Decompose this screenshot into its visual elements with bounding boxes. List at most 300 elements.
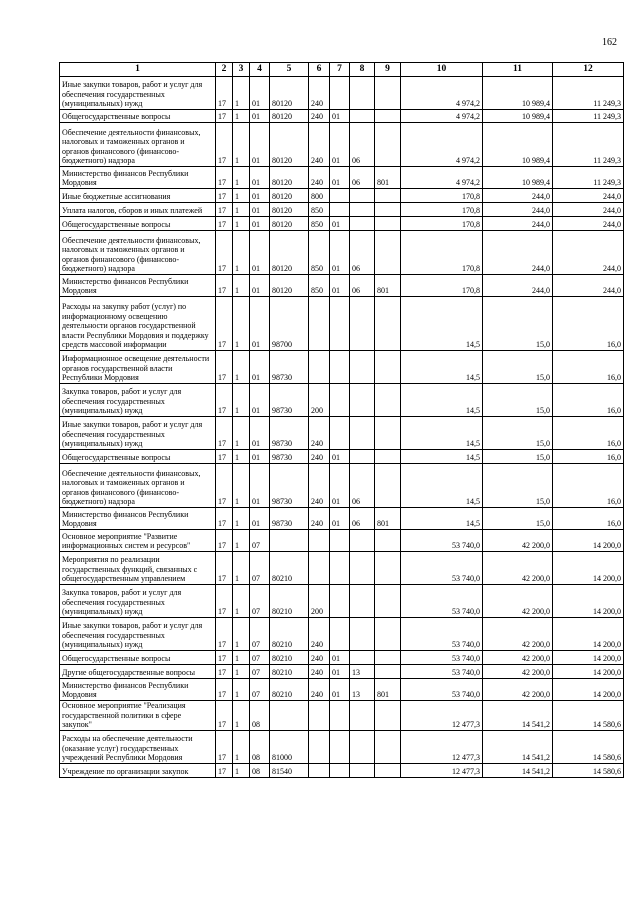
row-code-section: 01 [330,651,350,665]
row-amount-year1: 4 974,2 [401,167,483,189]
row-code-program: 1 [233,189,250,203]
table-row [60,585,624,618]
row-code-program: 1 [233,77,250,110]
row-name: Обеспечение деятельности финансовых, налоговых и таможенных органов и органов финансового (финансово-бюджетного) надзора [60,464,216,508]
table-row [60,384,624,417]
row-code-subsection [350,552,375,585]
row-code-subprogram: 01 [250,508,270,530]
row-amount-year2: 42 200,0 [483,651,553,665]
row-code-section [330,297,350,351]
row-amount-year1: 12 477,3 [401,763,483,777]
row-amount-year1: 170,8 [401,203,483,217]
row-amount-year2: 42 200,0 [483,618,553,651]
row-amount-year3: 14 580,6 [553,763,624,777]
row-code-program: 1 [233,297,250,351]
table-row [60,618,624,651]
row-amount-year2: 244,0 [483,203,553,217]
row-code-grbs: 17 [216,351,233,384]
row-amount-year2: 15,0 [483,351,553,384]
row-name: Уплата налогов, сборов и иных платежей [60,203,216,217]
row-amount-year3: 14 580,6 [553,701,624,731]
row-amount-year2: 42 200,0 [483,585,553,618]
row-code-subprogram: 01 [250,417,270,450]
table-row [60,665,624,679]
row-code-subprogram: 01 [250,384,270,417]
row-code-subsection [350,297,375,351]
row-code-section [330,618,350,651]
row-code-subprogram: 01 [250,203,270,217]
row-code-department [375,231,401,275]
column-header: 2 [216,63,233,77]
table-row [60,231,624,275]
row-code-department [375,123,401,167]
row-name: Общегосударственные вопросы [60,651,216,665]
row-amount-year1: 53 740,0 [401,530,483,552]
row-code-target: 80120 [270,167,309,189]
row-code-subsection [350,730,375,763]
row-amount-year3: 16,0 [553,384,624,417]
row-code-section: 01 [330,450,350,464]
row-code-subprogram: 01 [250,123,270,167]
row-name: Общегосударственные вопросы [60,217,216,231]
row-code-subsection: 13 [350,679,375,701]
row-code-grbs: 17 [216,552,233,585]
row-amount-year1: 12 477,3 [401,730,483,763]
row-amount-year2: 244,0 [483,189,553,203]
row-code-section: 01 [330,679,350,701]
row-code-expense-type: 200 [309,384,330,417]
row-code-grbs: 17 [216,217,233,231]
row-code-target: 80120 [270,217,309,231]
row-amount-year1: 4 974,2 [401,77,483,110]
row-code-subprogram: 01 [250,77,270,110]
row-code-section [330,763,350,777]
row-code-expense-type: 240 [309,417,330,450]
row-code-subprogram: 01 [250,297,270,351]
table-header-row [60,63,624,77]
row-amount-year3: 244,0 [553,217,624,231]
row-code-program: 1 [233,351,250,384]
row-code-expense-type [309,351,330,384]
row-code-subsection: 06 [350,275,375,297]
row-amount-year1: 14,5 [401,464,483,508]
row-code-program: 1 [233,450,250,464]
row-code-department [375,384,401,417]
table-row [60,679,624,701]
row-code-subsection [350,618,375,651]
row-code-department [375,189,401,203]
row-code-section [330,417,350,450]
row-code-program: 1 [233,123,250,167]
row-code-subprogram: 01 [250,189,270,203]
row-name: Мероприятия по реализации государственных функций, связанных с общегосударственным управлением [60,552,216,585]
table-row [60,464,624,508]
row-code-subsection: 06 [350,167,375,189]
row-amount-year2: 244,0 [483,217,553,231]
row-amount-year3: 14 580,6 [553,730,624,763]
row-code-program: 1 [233,730,250,763]
row-code-program: 1 [233,217,250,231]
table-row [60,651,624,665]
row-code-department [375,464,401,508]
row-code-expense-type: 240 [309,123,330,167]
row-code-expense-type: 240 [309,665,330,679]
row-code-expense-type: 240 [309,450,330,464]
row-code-subprogram: 07 [250,530,270,552]
row-amount-year3: 244,0 [553,275,624,297]
row-code-grbs: 17 [216,508,233,530]
row-amount-year2: 42 200,0 [483,552,553,585]
row-amount-year3: 16,0 [553,450,624,464]
row-code-target [270,530,309,552]
row-name: Обеспечение деятельности финансовых, налоговых и таможенных органов и органов финансового (финансово-бюджетного) надзора [60,123,216,167]
row-code-grbs: 17 [216,417,233,450]
row-code-section [330,189,350,203]
row-name: Общегосударственные вопросы [60,450,216,464]
row-code-grbs: 17 [216,167,233,189]
row-name: Закупка товаров, работ и услуг для обеспечения государственных (муниципальных) нужд [60,384,216,417]
row-code-section: 01 [330,217,350,231]
row-name: Министерство финансов Республики Мордовия [60,167,216,189]
row-name: Информационное освещение деятельности органов государственной власти Республики Мордовия [60,351,216,384]
row-code-section [330,730,350,763]
row-code-grbs: 17 [216,585,233,618]
row-code-target: 98730 [270,450,309,464]
row-amount-year2: 10 989,4 [483,110,553,123]
row-code-subsection [350,585,375,618]
row-code-subprogram: 07 [250,552,270,585]
row-amount-year3: 11 249,3 [553,123,624,167]
row-code-grbs: 17 [216,189,233,203]
row-code-subprogram: 01 [250,217,270,231]
row-amount-year2: 15,0 [483,297,553,351]
row-code-grbs: 17 [216,77,233,110]
row-code-department: 801 [375,167,401,189]
row-code-section: 01 [330,464,350,508]
row-amount-year3: 244,0 [553,189,624,203]
row-amount-year3: 14 200,0 [553,679,624,701]
row-code-subsection [350,763,375,777]
row-code-grbs: 17 [216,384,233,417]
row-amount-year1: 4 974,2 [401,123,483,167]
row-code-expense-type: 240 [309,618,330,651]
row-code-target: 98700 [270,297,309,351]
row-code-grbs: 17 [216,110,233,123]
row-code-target: 80120 [270,123,309,167]
row-code-subprogram: 07 [250,618,270,651]
row-name: Министерство финансов Республики Мордовия [60,508,216,530]
row-code-department: 801 [375,275,401,297]
row-code-expense-type [309,701,330,731]
row-code-expense-type: 240 [309,651,330,665]
row-amount-year1: 53 740,0 [401,618,483,651]
row-code-subsection: 06 [350,464,375,508]
row-amount-year3: 14 200,0 [553,618,624,651]
row-code-section [330,701,350,731]
row-code-target: 81540 [270,763,309,777]
row-code-subprogram: 01 [250,110,270,123]
row-amount-year3: 14 200,0 [553,665,624,679]
row-code-subprogram: 01 [250,275,270,297]
row-code-grbs: 17 [216,231,233,275]
table-row [60,763,624,777]
row-name: Общегосударственные вопросы [60,110,216,123]
row-code-subprogram: 07 [250,585,270,618]
row-code-section: 01 [330,123,350,167]
row-name: Министерство финансов Республики Мордовия [60,679,216,701]
row-code-subsection [350,189,375,203]
row-code-target: 98730 [270,384,309,417]
row-amount-year2: 10 989,4 [483,123,553,167]
row-name: Расходы на закупку работ (услуг) по информационному освещению деятельности органов государственной власти Республики Мордовия и поддержку средств массовой информации [60,297,216,351]
row-code-expense-type: 240 [309,464,330,508]
table-row [60,552,624,585]
row-code-section [330,552,350,585]
row-amount-year3: 11 249,3 [553,110,624,123]
row-code-target: 80210 [270,651,309,665]
table-row [60,275,624,297]
row-code-subsection: 06 [350,231,375,275]
row-name: Иные бюджетные ассигнования [60,189,216,203]
row-code-target: 80120 [270,231,309,275]
row-code-program: 1 [233,552,250,585]
row-code-expense-type: 850 [309,275,330,297]
table-row [60,450,624,464]
row-code-department [375,701,401,731]
row-code-expense-type: 240 [309,77,330,110]
column-header: 6 [309,63,330,77]
row-code-grbs: 17 [216,275,233,297]
row-amount-year3: 16,0 [553,464,624,508]
row-code-section [330,384,350,417]
row-code-subprogram: 08 [250,763,270,777]
row-code-grbs: 17 [216,123,233,167]
row-amount-year3: 16,0 [553,417,624,450]
row-code-grbs: 17 [216,679,233,701]
row-code-section [330,77,350,110]
row-code-target: 80120 [270,77,309,110]
row-code-subsection [350,701,375,731]
row-code-target: 80120 [270,275,309,297]
page-number: 162 [602,37,617,48]
table-row [60,351,624,384]
row-code-subprogram: 07 [250,651,270,665]
table-row [60,189,624,203]
row-amount-year2: 42 200,0 [483,665,553,679]
row-amount-year2: 244,0 [483,231,553,275]
table-row [60,530,624,552]
row-amount-year1: 14,5 [401,351,483,384]
row-code-subsection: 13 [350,665,375,679]
row-code-target: 80120 [270,203,309,217]
row-code-target: 80210 [270,679,309,701]
row-amount-year1: 53 740,0 [401,665,483,679]
row-code-subsection [350,450,375,464]
row-code-subprogram: 08 [250,730,270,763]
row-amount-year1: 53 740,0 [401,651,483,665]
row-code-section [330,351,350,384]
row-code-subprogram: 01 [250,351,270,384]
row-amount-year2: 10 989,4 [483,77,553,110]
row-amount-year2: 14 541,2 [483,701,553,731]
row-code-expense-type: 850 [309,203,330,217]
row-amount-year1: 4 974,2 [401,110,483,123]
row-amount-year2: 15,0 [483,450,553,464]
row-amount-year2: 15,0 [483,464,553,508]
column-header: 9 [375,63,401,77]
row-amount-year1: 14,5 [401,297,483,351]
row-code-program: 1 [233,651,250,665]
row-code-section: 01 [330,275,350,297]
row-code-expense-type: 240 [309,167,330,189]
row-code-program: 1 [233,464,250,508]
row-code-subprogram: 01 [250,231,270,275]
row-code-target: 80120 [270,110,309,123]
row-code-section [330,203,350,217]
row-amount-year3: 14 200,0 [553,552,624,585]
row-code-target: 81000 [270,730,309,763]
table-row [60,123,624,167]
row-code-program: 1 [233,384,250,417]
row-code-target: 80210 [270,585,309,618]
row-name: Другие общегосударственные вопросы [60,665,216,679]
row-code-subsection [350,203,375,217]
row-amount-year2: 10 989,4 [483,167,553,189]
row-amount-year3: 14 200,0 [553,585,624,618]
row-code-subsection [350,217,375,231]
row-code-program: 1 [233,618,250,651]
row-amount-year1: 53 740,0 [401,552,483,585]
row-code-department [375,203,401,217]
row-code-expense-type: 240 [309,508,330,530]
row-code-subprogram: 01 [250,464,270,508]
column-header: 10 [401,63,483,77]
row-amount-year2: 42 200,0 [483,679,553,701]
row-code-target: 80210 [270,618,309,651]
row-code-expense-type [309,552,330,585]
row-amount-year3: 16,0 [553,351,624,384]
column-header: 7 [330,63,350,77]
row-code-expense-type: 240 [309,679,330,701]
row-code-subprogram: 07 [250,679,270,701]
row-code-program: 1 [233,167,250,189]
row-name: Иные закупки товаров, работ и услуг для обеспечения государственных (муниципальных) нужд [60,417,216,450]
row-code-department [375,217,401,231]
row-code-target: 98730 [270,464,309,508]
row-code-target: 80120 [270,189,309,203]
row-amount-year2: 14 541,2 [483,763,553,777]
table-row [60,417,624,450]
row-amount-year3: 16,0 [553,508,624,530]
column-header: 3 [233,63,250,77]
row-code-subprogram: 01 [250,450,270,464]
row-code-grbs: 17 [216,730,233,763]
row-code-department: 801 [375,508,401,530]
row-code-subsection: 06 [350,508,375,530]
row-amount-year2: 15,0 [483,508,553,530]
row-code-department [375,665,401,679]
row-code-department [375,651,401,665]
row-name: Закупка товаров, работ и услуг для обеспечения государственных (муниципальных) нужд [60,585,216,618]
row-code-subprogram: 08 [250,701,270,731]
table-row [60,701,624,731]
row-code-expense-type [309,730,330,763]
row-code-grbs: 17 [216,297,233,351]
column-header: 11 [483,63,553,77]
row-amount-year1: 170,8 [401,217,483,231]
row-code-target: 80210 [270,665,309,679]
row-code-section [330,585,350,618]
row-code-expense-type: 850 [309,231,330,275]
row-code-grbs: 17 [216,665,233,679]
row-code-program: 1 [233,275,250,297]
row-code-department [375,297,401,351]
row-code-department [375,552,401,585]
row-code-target: 98730 [270,508,309,530]
row-amount-year3: 244,0 [553,231,624,275]
row-amount-year3: 14 200,0 [553,530,624,552]
row-code-program: 1 [233,110,250,123]
row-code-target: 98730 [270,417,309,450]
table-row [60,730,624,763]
row-name: Учреждение по организации закупок [60,763,216,777]
row-code-program: 1 [233,763,250,777]
row-code-department [375,417,401,450]
row-code-expense-type: 850 [309,217,330,231]
row-amount-year2: 15,0 [483,384,553,417]
row-name: Иные закупки товаров, работ и услуг для обеспечения государственных (муниципальных) нужд [60,77,216,110]
row-code-program: 1 [233,508,250,530]
row-code-grbs: 17 [216,701,233,731]
row-code-department [375,730,401,763]
row-amount-year2: 244,0 [483,275,553,297]
row-code-expense-type: 800 [309,189,330,203]
row-code-department [375,530,401,552]
row-code-subsection [350,351,375,384]
table-row [60,110,624,123]
row-code-section: 01 [330,508,350,530]
row-amount-year3: 14 200,0 [553,651,624,665]
row-name: Основное мероприятие "Развитие информационных систем и ресурсов" [60,530,216,552]
row-code-subprogram: 01 [250,167,270,189]
row-code-target: 80210 [270,552,309,585]
row-code-expense-type [309,530,330,552]
row-code-department [375,618,401,651]
row-amount-year3: 244,0 [553,203,624,217]
row-amount-year1: 14,5 [401,450,483,464]
row-name: Расходы на обеспечение деятельности (оказание услуг) государственных учреждений Республики Мордовия [60,730,216,763]
row-code-target: 98730 [270,351,309,384]
row-amount-year2: 14 541,2 [483,730,553,763]
row-code-grbs: 17 [216,763,233,777]
row-amount-year1: 170,8 [401,189,483,203]
row-amount-year2: 15,0 [483,417,553,450]
row-code-department [375,585,401,618]
row-code-expense-type [309,297,330,351]
row-amount-year3: 11 249,3 [553,77,624,110]
row-code-subsection [350,110,375,123]
table-row [60,203,624,217]
row-code-expense-type [309,763,330,777]
row-code-grbs: 17 [216,450,233,464]
row-code-subprogram: 07 [250,665,270,679]
row-amount-year2: 42 200,0 [483,530,553,552]
table-row [60,77,624,110]
row-code-expense-type: 200 [309,585,330,618]
row-code-subsection [350,417,375,450]
table-row [60,217,624,231]
row-name: Иные закупки товаров, работ и услуг для обеспечения государственных (муниципальных) нужд [60,618,216,651]
